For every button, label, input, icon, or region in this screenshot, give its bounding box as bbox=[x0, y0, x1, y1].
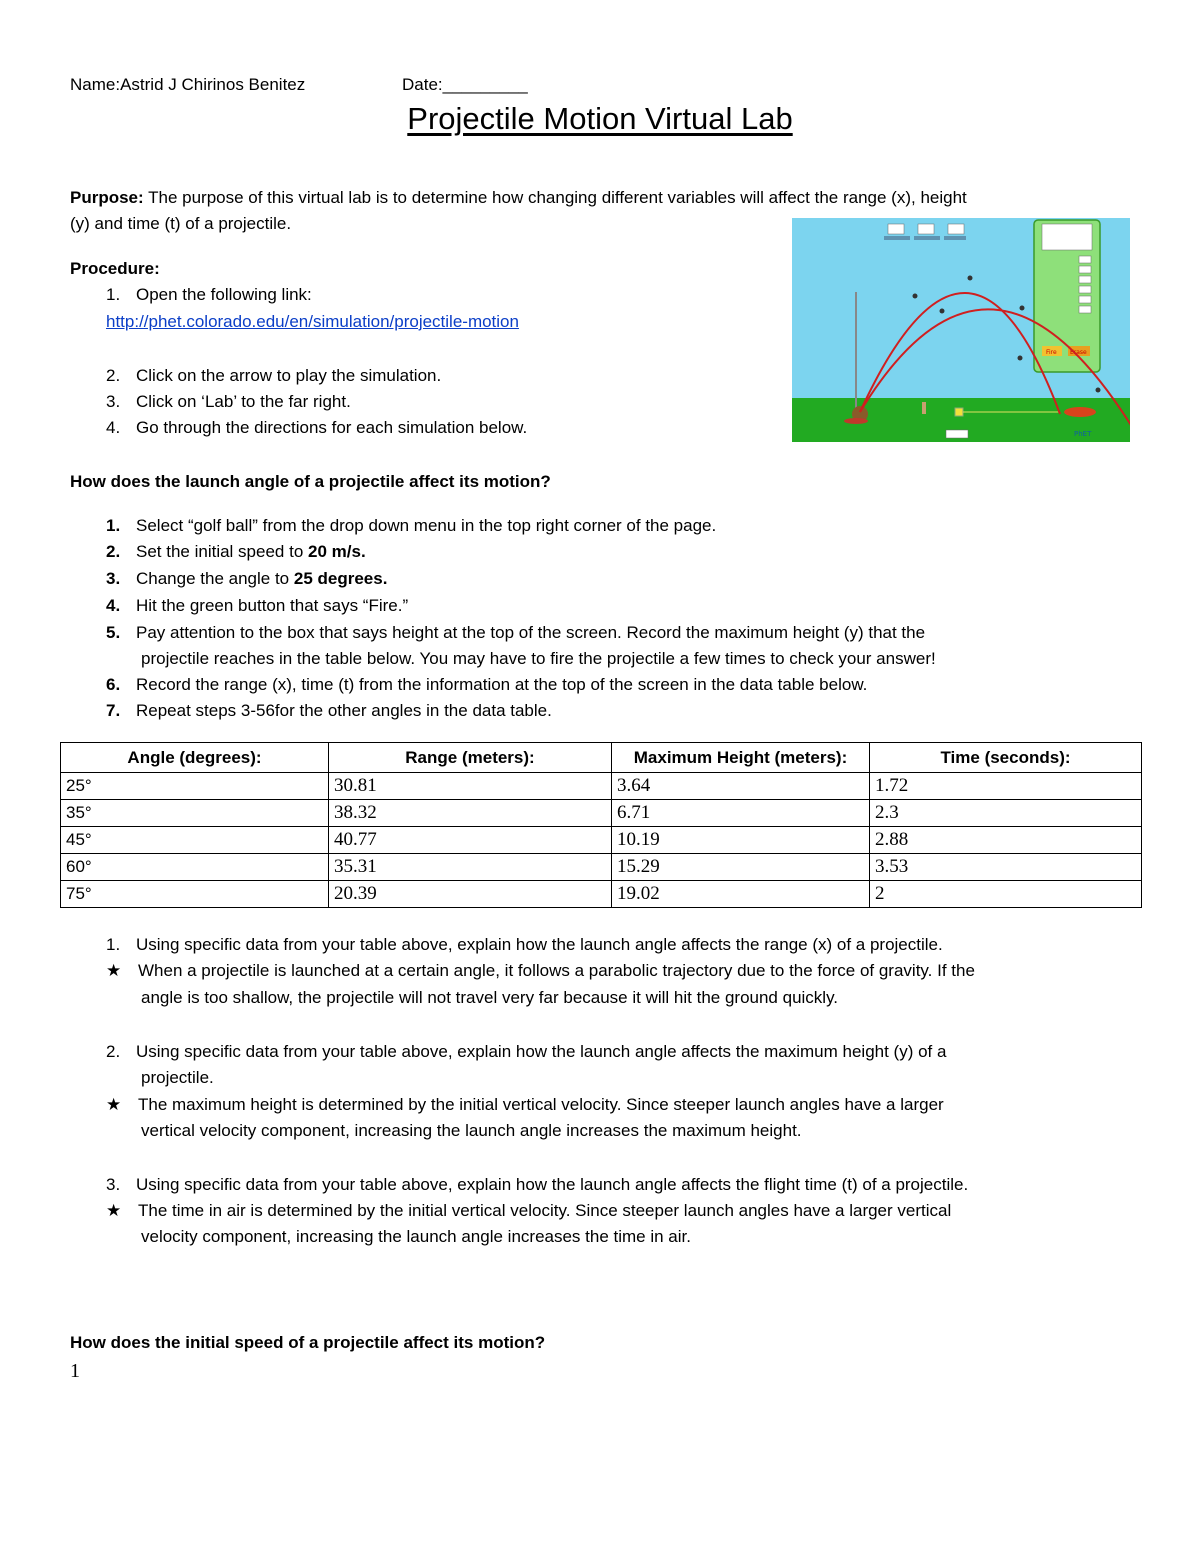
cell-angle: 35° bbox=[61, 800, 329, 827]
page-title: Projectile Motion Virtual Lab bbox=[407, 101, 793, 136]
step-bold-value: 25 degrees. bbox=[293, 569, 388, 588]
answer-3-line-2: velocity component, increasing the launch angle increases the time in air. bbox=[141, 1227, 691, 1246]
person bbox=[922, 402, 926, 414]
star-bullet-icon: ★ bbox=[106, 1095, 122, 1114]
table-row bbox=[61, 773, 1142, 800]
section-heading-speed: How does the initial speed of a projectile affect its motion? bbox=[70, 1333, 546, 1352]
step-text: Click on ‘Lab’ to the far right. bbox=[136, 392, 351, 411]
cannon-tower bbox=[855, 292, 857, 414]
cell-height: 3.64 bbox=[612, 773, 870, 800]
cell-time: 1.72 bbox=[870, 773, 1142, 800]
table-header-row bbox=[61, 743, 1142, 773]
header-max-height: Maximum Height (meters): bbox=[612, 743, 870, 773]
cell-time: 3.53 bbox=[870, 854, 1142, 881]
angle-step-3 bbox=[106, 566, 387, 592]
date-field: Date:_________ bbox=[402, 75, 528, 94]
range-caption bbox=[884, 236, 910, 240]
question-2-cont: projectile. bbox=[141, 1068, 214, 1087]
cannon-base bbox=[844, 418, 868, 424]
time-caption bbox=[944, 236, 966, 240]
cell-height: 10.19 bbox=[612, 827, 870, 854]
angle-step-5-cont: projectile reaches in the table below. You may have to fire the projectile a few times to check your answer! bbox=[141, 649, 936, 668]
cell-angle: 75° bbox=[61, 881, 329, 908]
cell-range: 38.32 bbox=[329, 800, 612, 827]
cell-time: 2.88 bbox=[870, 827, 1142, 854]
cell-range: 40.77 bbox=[329, 827, 612, 854]
cell-height: 15.29 bbox=[612, 854, 870, 881]
target-box bbox=[955, 408, 963, 416]
answer-1-line-1 bbox=[106, 958, 975, 984]
answer-text: The maximum height is determined by the initial vertical velocity. Since steeper launch angles have a larger bbox=[138, 1095, 944, 1114]
procedure-step-2 bbox=[106, 363, 441, 389]
simulation-screenshot bbox=[792, 218, 1130, 442]
procedure-label: Procedure: bbox=[70, 259, 160, 278]
data-table bbox=[60, 742, 1142, 908]
purpose-line-2: (y) and time (t) of a projectile. bbox=[70, 214, 292, 233]
angle-step-1 bbox=[106, 513, 716, 539]
question-2 bbox=[106, 1039, 946, 1065]
step-number: 5. bbox=[106, 623, 121, 642]
cell-angle: 45° bbox=[61, 827, 329, 854]
question-text: Using specific data from your table above, explain how the launch angle affects the flight time (t) of a projectile. bbox=[136, 1175, 969, 1194]
step-number: 2. bbox=[106, 366, 121, 385]
angle-step-6 bbox=[106, 672, 867, 698]
cell-height: 19.02 bbox=[612, 881, 870, 908]
step-number: 1. bbox=[106, 516, 121, 535]
header-range: Range (meters): bbox=[329, 743, 612, 773]
step-text: Set the initial speed to bbox=[136, 542, 309, 561]
step-text: Select “golf ball” from the drop down menu in the top right corner of the page. bbox=[136, 516, 717, 535]
angle-step-7 bbox=[106, 698, 552, 724]
object-dropdown bbox=[1042, 224, 1092, 250]
purpose-text: The purpose of this virtual lab is to determine how changing different variables will affect the range (x), height bbox=[143, 188, 967, 207]
step-number: 6. bbox=[106, 675, 121, 694]
table-row bbox=[61, 854, 1142, 881]
question-number: 3. bbox=[106, 1175, 121, 1194]
table-row bbox=[61, 800, 1142, 827]
angle-step-2 bbox=[106, 539, 366, 565]
question-1 bbox=[106, 932, 943, 958]
height-readout bbox=[918, 224, 934, 234]
step-number: 2. bbox=[106, 542, 121, 561]
purpose-line-1 bbox=[70, 185, 967, 211]
height-caption bbox=[914, 236, 940, 240]
purpose-label: Purpose: bbox=[70, 188, 144, 207]
cell-range: 35.31 bbox=[329, 854, 612, 881]
header-angle: Angle (degrees): bbox=[61, 743, 329, 773]
step-number: 1. bbox=[106, 285, 121, 304]
phet-link[interactable]: http://phet.colorado.edu/en/simulation/projectile-motion bbox=[106, 312, 519, 331]
answer-1-line-2: angle is too shallow, the projectile will not travel very far because it will hit the ground quickly. bbox=[141, 988, 839, 1007]
step-number: 7. bbox=[106, 701, 121, 720]
answer-text: When a projectile is launched at a certain angle, it follows a parabolic trajectory due to the force of gravity. If the bbox=[138, 961, 975, 980]
step-text: Record the range (x), time (t) from the information at the top of the screen in the data table below. bbox=[136, 675, 868, 694]
cell-range: 20.39 bbox=[329, 881, 612, 908]
table-row bbox=[61, 827, 1142, 854]
time-readout bbox=[948, 224, 964, 234]
cell-height: 6.71 bbox=[612, 800, 870, 827]
procedure-step-4 bbox=[106, 415, 527, 441]
cell-angle: 60° bbox=[61, 854, 329, 881]
step-number: 3. bbox=[106, 569, 121, 588]
question-3 bbox=[106, 1172, 968, 1198]
step-text: Pay attention to the box that says height at the top of the screen. Record the maximum height (y) that the bbox=[136, 623, 926, 642]
step-text: Repeat steps 3-56for the other angles in the data table. bbox=[136, 701, 552, 720]
step-number: 4. bbox=[106, 596, 121, 615]
angle-step-4 bbox=[106, 593, 408, 619]
step-text: Change the angle to bbox=[136, 569, 294, 588]
fire-button-label: Fire bbox=[1046, 349, 1057, 356]
question-text: Using specific data from your table above, explain how the launch angle affects the range (x) of a projectile. bbox=[136, 935, 943, 954]
step-text: Hit the green button that says “Fire.” bbox=[136, 596, 409, 615]
cell-angle: 25° bbox=[61, 773, 329, 800]
answer-text: The time in air is determined by the initial vertical velocity. Since steeper launch angles have a larger vertical bbox=[138, 1201, 952, 1220]
question-number: 1. bbox=[106, 935, 121, 954]
step-number: 4. bbox=[106, 418, 121, 437]
star-bullet-icon: ★ bbox=[106, 961, 122, 980]
cell-time: 2.3 bbox=[870, 800, 1142, 827]
answer-3-line-1 bbox=[106, 1198, 951, 1224]
step-bold-value: 20 m/s. bbox=[308, 542, 366, 561]
range-readout bbox=[888, 224, 904, 234]
procedure-step-1 bbox=[106, 282, 312, 308]
target-bullseye bbox=[1064, 407, 1096, 417]
question-text: Using specific data from your table above, explain how the launch angle affects the maximum height (y) of a bbox=[136, 1042, 947, 1061]
cell-range: 30.81 bbox=[329, 773, 612, 800]
phet-logo: PhET bbox=[1074, 430, 1092, 438]
table-row bbox=[61, 881, 1142, 908]
cell-time: 2 bbox=[870, 881, 1142, 908]
speed-item-1: 1 bbox=[70, 1360, 80, 1382]
student-name: Name:Astrid J Chirinos Benitez bbox=[70, 75, 306, 94]
header-time: Time (seconds): bbox=[870, 743, 1142, 773]
section-heading-angle: How does the launch angle of a projectile affect its motion? bbox=[70, 472, 551, 491]
answer-2-line-1 bbox=[106, 1092, 944, 1118]
erase-button-label: Erase bbox=[1070, 349, 1087, 356]
angle-step-5 bbox=[106, 620, 925, 646]
question-number: 2. bbox=[106, 1042, 121, 1061]
star-bullet-icon: ★ bbox=[106, 1201, 122, 1220]
step-number: 3. bbox=[106, 392, 121, 411]
procedure-step-3 bbox=[106, 389, 351, 415]
step-text: Open the following link: bbox=[136, 285, 312, 304]
answer-2-line-2: vertical velocity component, increasing the launch angle increases the maximum height. bbox=[141, 1121, 802, 1140]
step-text: Go through the directions for each simulation below. bbox=[136, 418, 528, 437]
step-text: Click on the arrow to play the simulation. bbox=[136, 366, 442, 385]
zoom-readout bbox=[946, 430, 968, 438]
simulation-drawing bbox=[792, 218, 1130, 442]
